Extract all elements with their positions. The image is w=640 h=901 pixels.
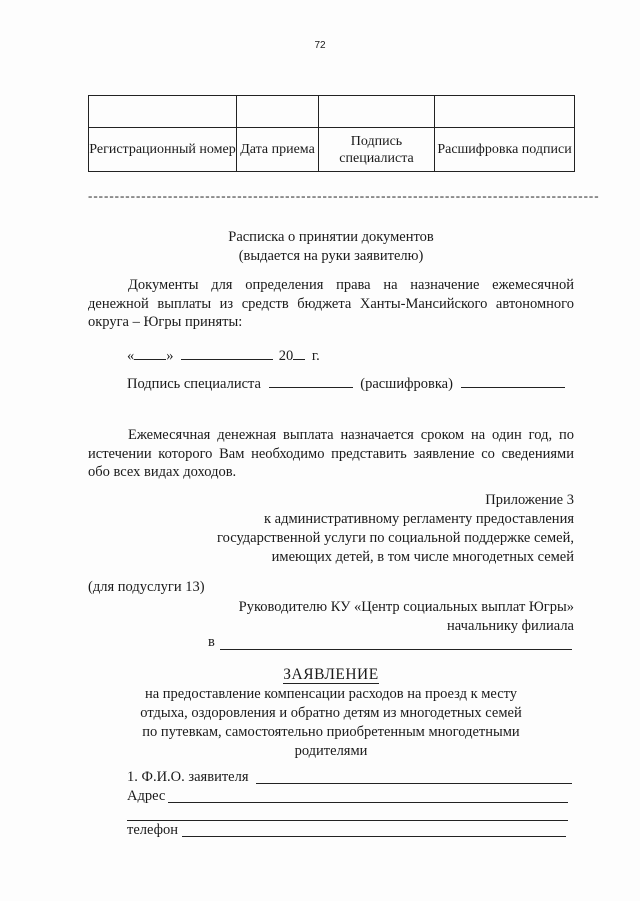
application-line-4: родителями: [294, 743, 368, 759]
month-blank: [181, 346, 273, 360]
day-blank: [134, 346, 166, 360]
signature-line: [127, 374, 565, 393]
table-row: [89, 96, 575, 128]
date-line: « » 20 г.: [127, 348, 320, 364]
receipt-subtitle: (выдается на руки заявителю): [238, 248, 424, 264]
registration-table: [88, 95, 575, 172]
appendix-line-4: имеющих детей, в том числе многодетных семей: [271, 549, 574, 565]
receipt-body: Документы для определения права на назначение ежемесячной денежной выплаты из средств бюджета Ханты-Мансийского автономного округа – Югры приняты:: [88, 277, 574, 330]
signature-label: Подпись специалиста: [127, 376, 261, 392]
application-line-1: на предоставление компенсации расходов на проезд к месту: [144, 686, 518, 702]
appendix-line-1: Приложение 3: [485, 492, 574, 508]
table-cell-empty: [319, 96, 435, 128]
fio-field[interactable]: [256, 783, 572, 784]
branch-field[interactable]: [220, 649, 572, 650]
table-cell-empty: [89, 96, 237, 128]
application-title: ЗАЯВЛЕНИЕ: [283, 666, 379, 683]
decoding-blank: [461, 374, 565, 388]
subservice-note: (для подуслуги 13): [88, 579, 205, 595]
decoding-label: (расшифровка): [360, 376, 453, 392]
phone-field[interactable]: [182, 836, 566, 837]
fio-label: 1. Ф.И.О. заявителя: [127, 769, 249, 785]
table-cell-empty: [237, 96, 319, 128]
appendix-line-2: к административному регламенту предоставления: [263, 511, 574, 527]
appendix-line-3: государственной услуги по социальной поддержке семей,: [217, 530, 574, 546]
table-cell-empty: [435, 96, 575, 128]
cut-line: ------------------------------------------------------------------------------------------------: [88, 188, 600, 203]
application-line-2: отдыха, оздоровления и обратно детям из многодетных семей: [140, 705, 522, 721]
address-label: Адрес: [127, 788, 166, 804]
signature-blank: [269, 374, 353, 388]
table-header-cell: Расшифровка подписи: [435, 128, 575, 172]
branch-prefix: в: [208, 634, 215, 650]
addressee-line-2: начальнику филиала: [447, 618, 574, 634]
table-header-cell: Подпись специалиста: [319, 128, 435, 172]
table-header-cell: Дата приема: [237, 128, 319, 172]
address-field[interactable]: [168, 802, 568, 803]
year-blank: [293, 346, 305, 360]
address-field-continued[interactable]: [127, 820, 568, 821]
page-number: 72: [314, 40, 326, 51]
receipt-title: Расписка о принятии документов: [228, 229, 434, 245]
phone-label: телефон: [127, 822, 179, 838]
table-header-cell: Регистрационный номер: [89, 128, 237, 172]
table-header-row: [89, 128, 575, 172]
application-line-3: по путевкам, самостоятельно приобретенным многодетными: [142, 724, 520, 740]
receipt-notice: Ежемесячная денежная выплата назначается сроком на один год, по истечении которого Вам необходимо представить заявление со сведениями обо всех видах доходов.: [88, 427, 574, 480]
addressee-line-1: Руководителю КУ «Центр социальных выплат Югры»: [238, 599, 574, 615]
